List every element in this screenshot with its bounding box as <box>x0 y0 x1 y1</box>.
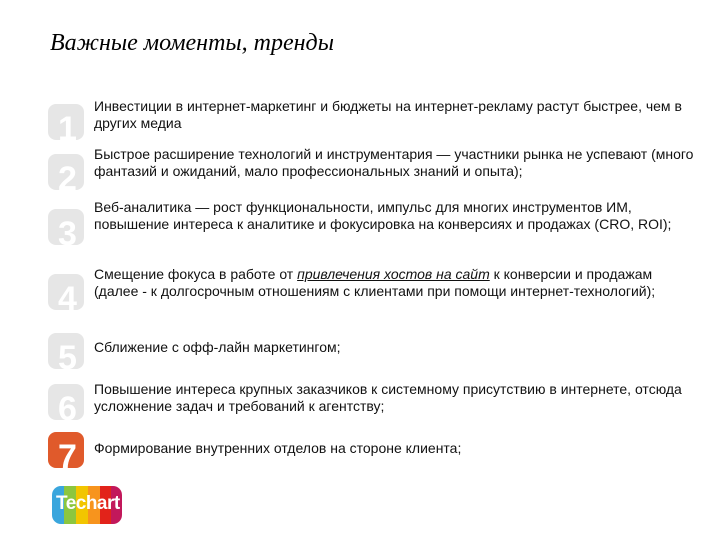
number-badge-1 <box>48 104 84 140</box>
list-item: Веб-аналитика — рост функциональности, импульс для многих инструментов ИМ, повышение интереса к аналитике и фокусировка на конверсиях и продажах (CRO, ROI); <box>94 199 672 232</box>
number-badge-label: 5 <box>58 339 77 369</box>
list-item <box>94 266 694 300</box>
number-badge-2 <box>48 154 84 190</box>
number-badge-label: 7 <box>58 438 77 468</box>
page-title: Важные моменты, тренды <box>50 30 334 56</box>
number-badge-label: 3 <box>58 215 77 245</box>
list-item: Быстрое расширение технологий и инструментария — участники рынка не успевают (много фантазий и ожиданий, мало профессиональных знаний и опыта); <box>94 146 694 179</box>
list-item: Повышение интереса крупных заказчиков к системному присутствию в интернете, отсюда усложнение задач и требований к агентству; <box>94 381 682 414</box>
list-item-text-start: Смещение фокуса в работе от <box>94 266 298 282</box>
techart-logo <box>52 486 122 524</box>
list-item-text-end: к конверсии и продажам (далее - к долгосрочным отношениям с клиентами при помощи интернет-технологий); <box>94 266 656 299</box>
number-badge-7 <box>48 432 84 468</box>
number-badge-3 <box>48 209 84 245</box>
number-badge-label: 4 <box>58 280 77 310</box>
number-badge-5 <box>48 333 84 369</box>
number-badge-label: 6 <box>58 390 77 420</box>
list-item: Формирование внутренних отделов на стороне клиента; <box>94 440 462 456</box>
list-item-emphasis: привлечения хостов на сайт <box>297 266 490 282</box>
number-badge-4 <box>48 274 84 310</box>
number-badge-6 <box>48 384 84 420</box>
list-item: Инвестиции в интернет-маркетинг и бюджеты на интернет-рекламу растут быстрее, чем в других медиа <box>94 98 682 131</box>
number-badge-label: 1 <box>58 110 77 140</box>
logo-text: Techart <box>56 493 120 514</box>
list-item: Сближение с офф-лайн маркетингом; <box>94 339 341 355</box>
number-badge-label: 2 <box>58 160 77 190</box>
